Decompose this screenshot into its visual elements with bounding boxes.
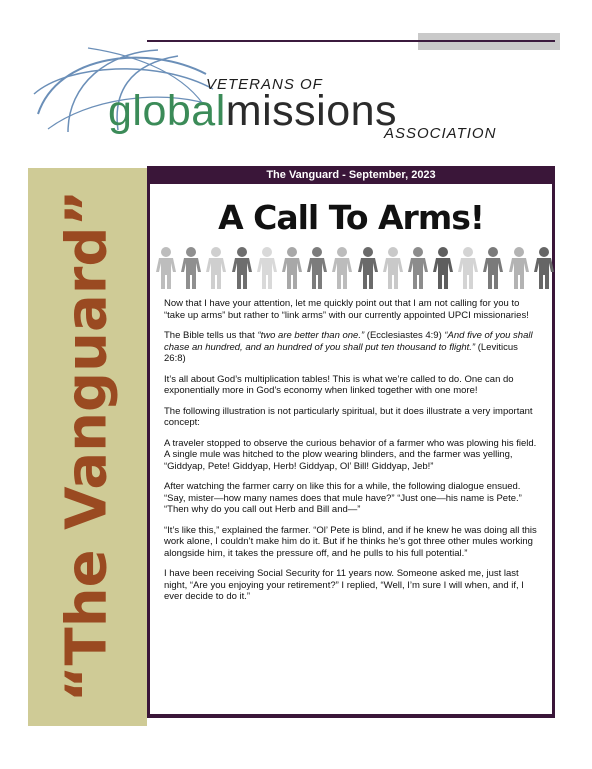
paragraph-text: The following illustration is not particularly spiritual, but it does illustrate a very important concept: xyxy=(164,405,533,428)
sidebar-title: “The Vanguard” xyxy=(54,189,120,703)
person-icon xyxy=(458,246,478,290)
article-paragraph xyxy=(164,374,541,397)
article-paragraph xyxy=(164,525,541,560)
person-icon xyxy=(509,246,529,290)
people-chain xyxy=(156,246,554,290)
person-icon xyxy=(206,246,226,290)
person-icon xyxy=(483,246,503,290)
person-icon xyxy=(156,246,176,290)
org-name-line3: ASSOCIATION xyxy=(384,125,497,142)
paragraph-text: After watching the farmer carry on like this for a while, the following dialogue ensued. “Say, mister—how many names does that mule have?” “Just one—his name is Pete.” “Then why do you call out Herb and Bill and—” xyxy=(164,481,522,515)
paragraph-text: The Bible tells us that xyxy=(164,330,258,341)
article-paragraph xyxy=(164,406,541,429)
paragraph-text: A traveler stopped to observe the curious behavior of a farmer who was plowing his field. A single mule was hitched to the plow wearing blinders, and the farmer was yelling, “Giddyap, Pete! Giddyap, Herb! Giddyap, Ol’ Bill! Giddyap, Jeb!” xyxy=(164,437,537,472)
person-icon xyxy=(332,246,352,290)
person-icon xyxy=(282,246,302,290)
person-icon xyxy=(232,246,252,290)
paragraph-text: (Ecclesiastes 4:9) xyxy=(364,330,445,341)
paragraph-text: (Leviticus 26:8) xyxy=(164,341,518,364)
org-name-main xyxy=(108,88,397,134)
article-paragraph xyxy=(164,568,541,603)
person-icon xyxy=(307,246,327,290)
paragraph-text: I have been receiving Social Security for 11 years now. Someone asked me, just last night, “Are you enjoying your retirement?” I replied, “Well, I’m sure I will when, and if, I ever decide to do it.” xyxy=(164,568,524,602)
paragraph-text: “It’s like this,” explained the farmer. “Ol’ Pete is blind, and if he knew he was doing all this work alone, I couldn’t make him do it. But if he thinks he’s got three other mules working alongside him, it takes the pressure off, and he pulls to his full potential.” xyxy=(164,524,537,559)
person-icon xyxy=(408,246,428,290)
org-name-global: global xyxy=(108,87,226,135)
org-name-line1: VETERANS OF xyxy=(206,76,323,93)
article-paragraph xyxy=(164,298,541,321)
article-title: A Call To Arms! xyxy=(218,198,484,237)
person-icon xyxy=(257,246,277,290)
article-paragraph xyxy=(164,481,541,516)
paragraph-text: It’s all about God’s multiplication tables! This is what we’re called to do. One can do exponentially more in God’s economy when linked together with one more! xyxy=(164,373,514,396)
scripture-quote: “And five of you shall chase an hundred, and an hundred of you shall put ten thousand to flight.” xyxy=(164,330,533,353)
paragraph-text: Now that I have your attention, let me quickly point out that I am not calling for you to “take up arms” but rather to “link arms” with our currently appointed UPCI missionaries! xyxy=(164,298,529,321)
scripture-quote: “two are better than one.” xyxy=(257,330,365,341)
person-icon xyxy=(433,246,453,290)
article-paragraph xyxy=(164,330,541,365)
org-name-missions: missions xyxy=(225,87,398,135)
person-icon xyxy=(181,246,201,290)
article-body xyxy=(164,298,541,612)
issue-header: The Vanguard - September, 2023 xyxy=(266,169,436,181)
person-icon xyxy=(534,246,554,290)
person-icon xyxy=(383,246,403,290)
header-rule xyxy=(147,40,555,42)
person-icon xyxy=(358,246,378,290)
article-paragraph xyxy=(164,438,541,473)
